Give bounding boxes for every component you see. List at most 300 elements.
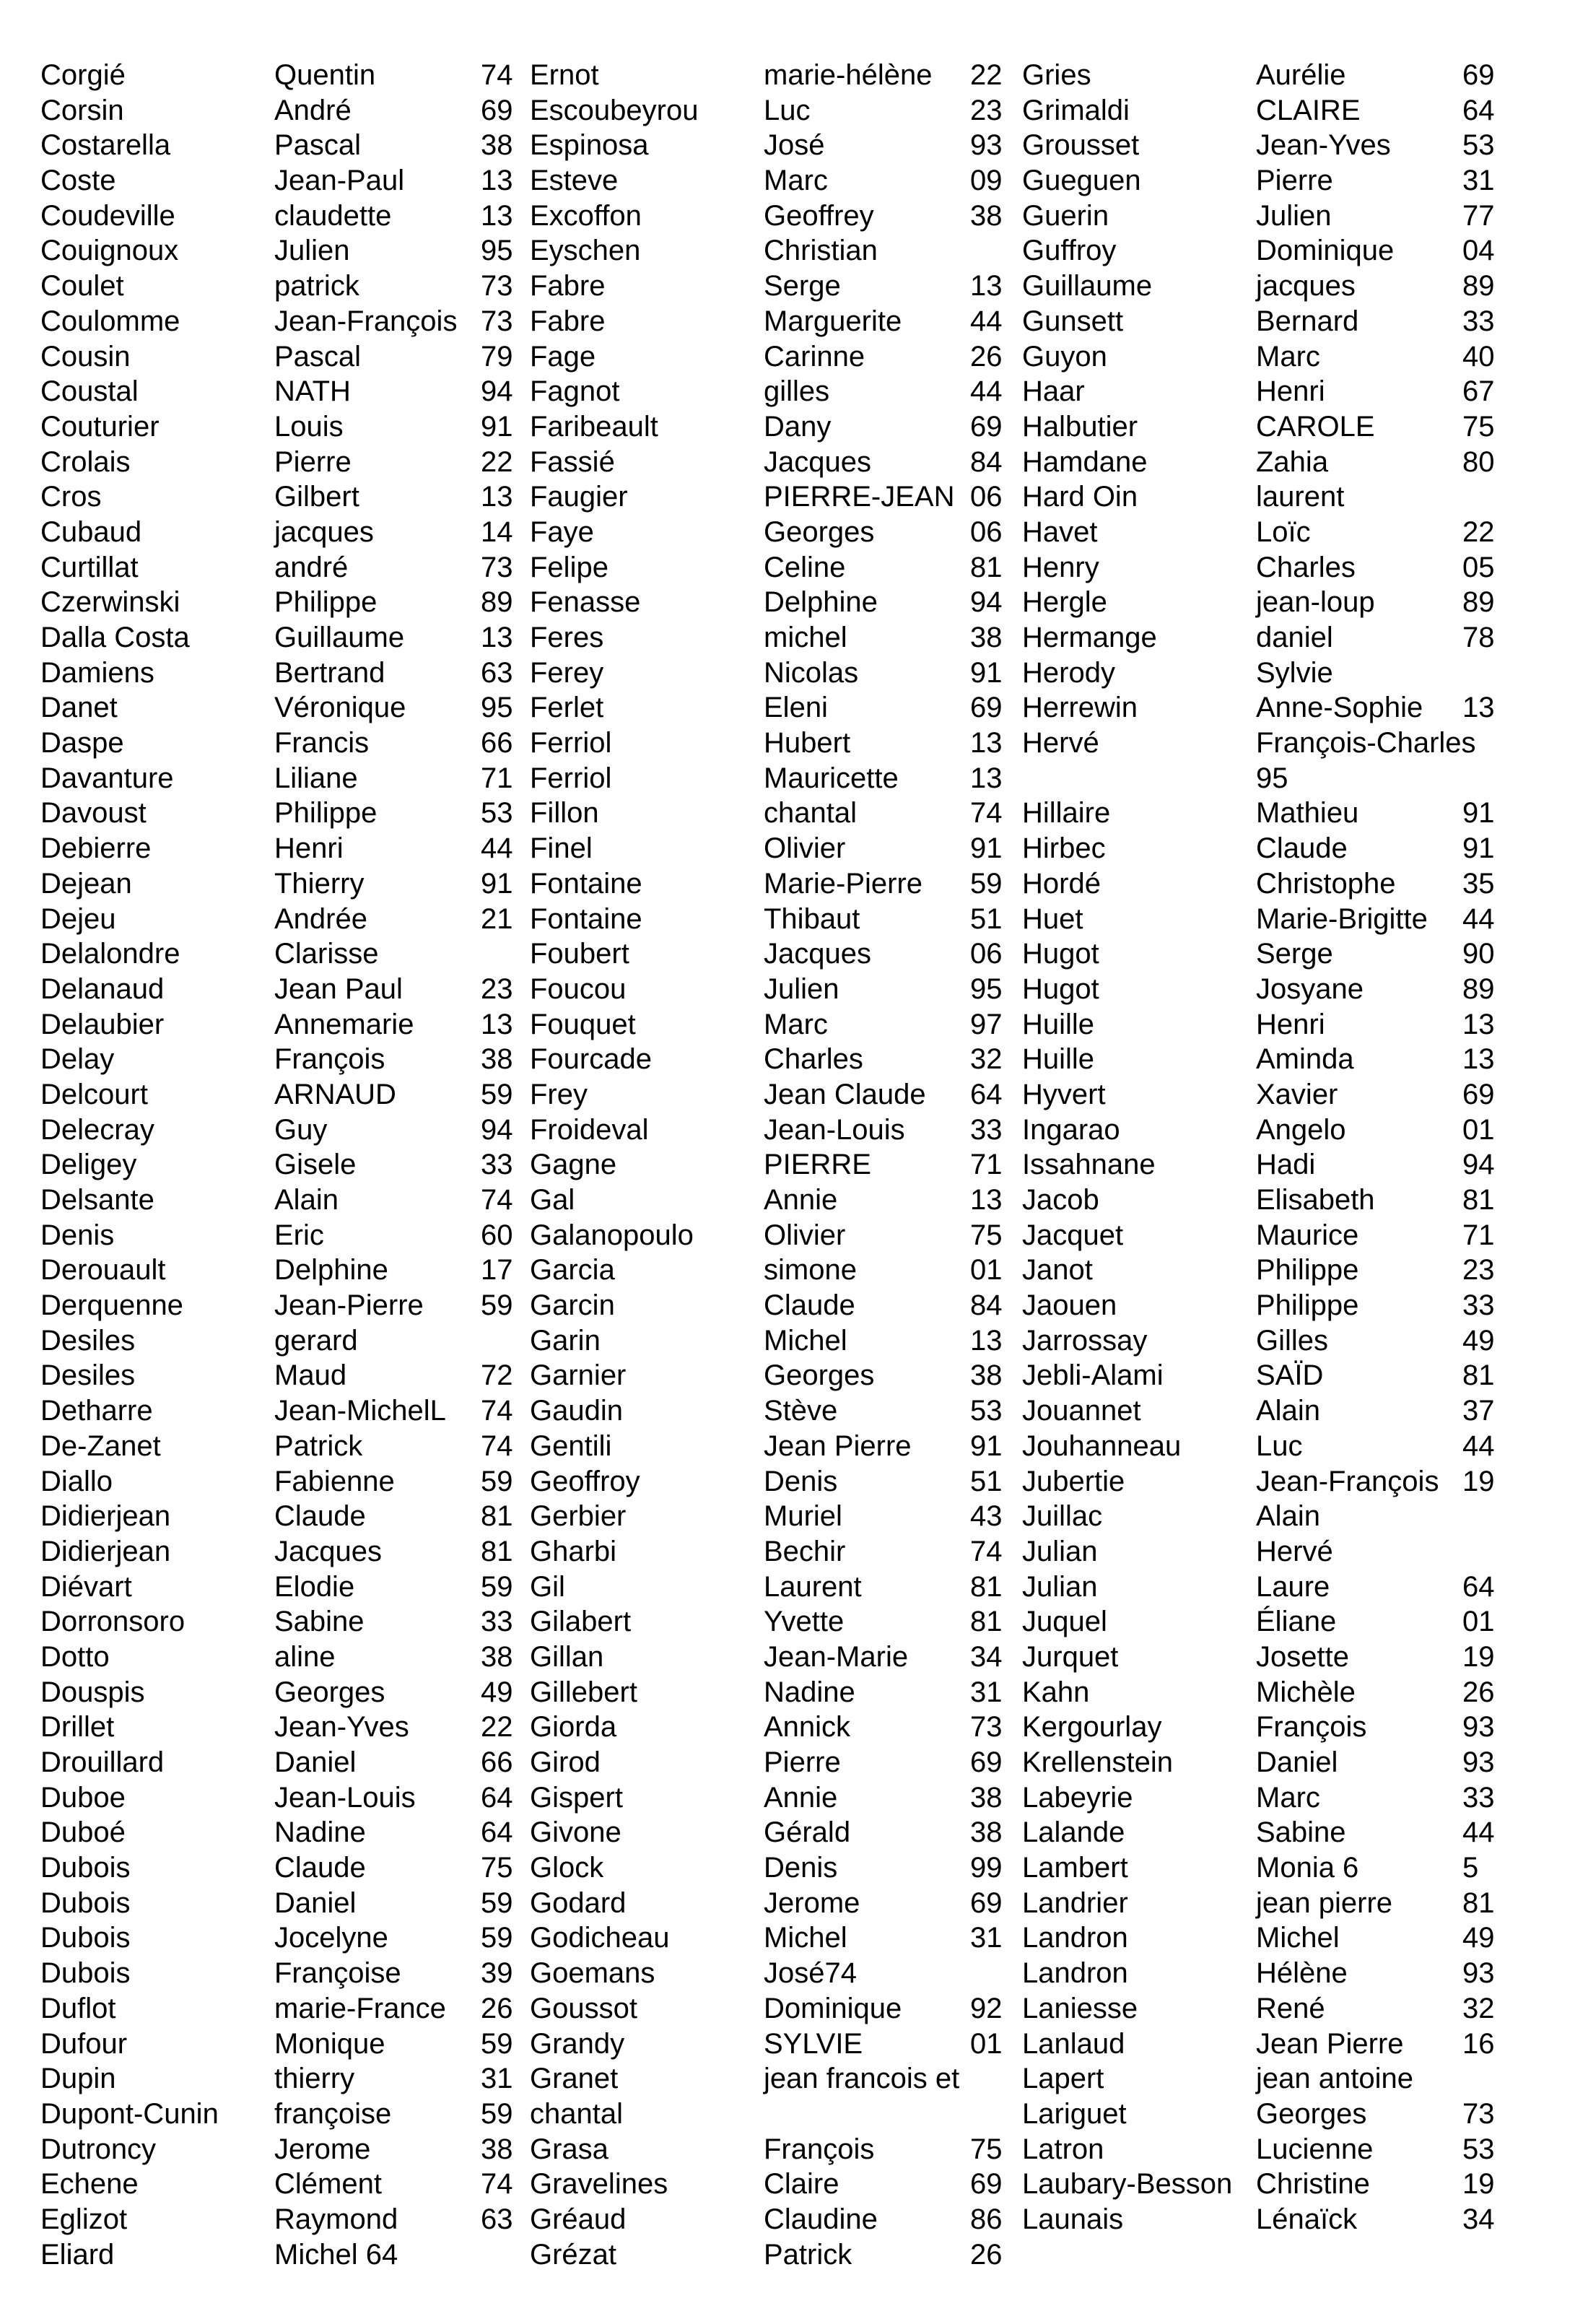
last-name: Dejeu bbox=[40, 902, 116, 935]
first-name: Gilles bbox=[1256, 1324, 1329, 1357]
department-code: 01 bbox=[970, 1254, 1003, 1287]
department-code: 69 bbox=[1462, 1078, 1495, 1110]
last-name: Fouquet bbox=[530, 1008, 636, 1040]
first-name: Marc bbox=[1256, 340, 1320, 373]
last-name: Duflot bbox=[40, 1992, 116, 2024]
first-name: Maud bbox=[274, 1359, 347, 1392]
last-name: Fabre bbox=[530, 270, 606, 303]
department-code: 69 bbox=[970, 692, 1003, 724]
last-name: Jacob bbox=[1022, 1184, 1099, 1217]
first-name: Gérald bbox=[764, 1816, 851, 1849]
last-name: Delay bbox=[40, 1043, 115, 1076]
department-code: 91 bbox=[481, 410, 513, 443]
first-name: Jean Pierre bbox=[1256, 2027, 1404, 2060]
first-name: Laure bbox=[1256, 1570, 1330, 1603]
department-code: 38 bbox=[970, 1781, 1003, 1814]
last-name: Debierre bbox=[40, 832, 152, 865]
last-name: Landron bbox=[1022, 1957, 1128, 1990]
first-name: Michel 64 bbox=[274, 2238, 398, 2271]
department-code: 38 bbox=[481, 1640, 513, 1673]
last-name: Ferriol bbox=[530, 762, 612, 794]
last-name: Lalande bbox=[1022, 1816, 1125, 1849]
department-code: 64 bbox=[481, 1781, 513, 1814]
department-code: 64 bbox=[1462, 1570, 1495, 1603]
department-code: 21 bbox=[481, 902, 513, 935]
department-code: 75 bbox=[1462, 410, 1495, 443]
last-name: Garcin bbox=[530, 1289, 615, 1322]
last-name: Jacquet bbox=[1022, 1219, 1124, 1251]
last-name: Huille bbox=[1022, 1008, 1095, 1040]
last-name: Dufour bbox=[40, 2027, 128, 2060]
last-name: Jebli-Alami bbox=[1022, 1359, 1164, 1392]
department-code: 51 bbox=[970, 902, 1003, 935]
first-name: Denis bbox=[764, 1852, 838, 1884]
last-name: Escoubeyrou bbox=[530, 94, 699, 126]
first-name: thierry bbox=[274, 2063, 355, 2095]
last-name: Landrier bbox=[1022, 1886, 1128, 1919]
department-code: 33 bbox=[970, 1113, 1003, 1146]
department-code: 44 bbox=[481, 832, 513, 865]
first-name: Laurent bbox=[764, 1570, 862, 1603]
last-name: Feres bbox=[530, 622, 604, 653]
last-name: Dubois bbox=[40, 1852, 131, 1884]
department-code: 75 bbox=[970, 1219, 1003, 1251]
first-name: daniel bbox=[1256, 622, 1333, 653]
department-code: 13 bbox=[970, 270, 1003, 303]
first-name: CLAIRE bbox=[1256, 94, 1361, 126]
last-name: Couignoux bbox=[40, 235, 179, 267]
first-name: Claude bbox=[764, 1289, 855, 1322]
first-name: Gisele bbox=[274, 1149, 357, 1181]
last-name: Desiles bbox=[40, 1359, 136, 1392]
last-name: Fassié bbox=[530, 445, 615, 478]
last-name: Delanaud bbox=[40, 972, 165, 1005]
last-name: Felipe bbox=[530, 551, 608, 583]
department-code: 06 bbox=[970, 481, 1003, 513]
first-name: Jerome bbox=[764, 1886, 860, 1919]
last-name: Esteve bbox=[530, 165, 619, 197]
last-name: Laniesse bbox=[1022, 1992, 1138, 2024]
department-code: 89 bbox=[1462, 270, 1495, 303]
last-name: Didierjean bbox=[40, 1535, 171, 1567]
first-name: Claudine bbox=[764, 2203, 878, 2235]
last-name: Ferey bbox=[530, 656, 604, 689]
department-code: 22 bbox=[481, 445, 513, 478]
first-name: Philippe bbox=[274, 797, 378, 830]
last-name: Gries bbox=[1022, 59, 1091, 91]
department-code: 13 bbox=[970, 727, 1003, 760]
first-name: Alain bbox=[274, 1184, 339, 1216]
first-name: Jacques bbox=[764, 445, 871, 478]
first-name: Anne-Sophie bbox=[1256, 692, 1423, 724]
last-name: Dejean bbox=[40, 867, 132, 900]
department-code: 90 bbox=[1462, 938, 1495, 970]
department-code: 73 bbox=[1462, 2097, 1495, 2130]
department-code: 34 bbox=[970, 1640, 1003, 1673]
last-name: Halbutier bbox=[1022, 410, 1138, 443]
last-name: Duboé bbox=[40, 1816, 126, 1849]
department-code: 69 bbox=[1462, 59, 1495, 91]
department-code: 63 bbox=[481, 656, 513, 689]
last-name: Jurquet bbox=[1022, 1640, 1119, 1673]
first-name: Nicolas bbox=[764, 656, 859, 689]
last-name: Danet bbox=[40, 692, 118, 724]
last-name: Delsante bbox=[40, 1184, 154, 1216]
last-name: Herody bbox=[1022, 656, 1115, 689]
last-name: Givone bbox=[530, 1816, 621, 1849]
department-code: 09 bbox=[970, 165, 1003, 197]
first-name: Celine bbox=[764, 551, 846, 583]
first-name: Andrée bbox=[274, 902, 367, 935]
first-name: Eleni bbox=[764, 692, 828, 724]
last-name: Hyvert bbox=[1022, 1078, 1106, 1110]
department-code: 69 bbox=[970, 2168, 1003, 2201]
first-name: Sabine bbox=[274, 1606, 365, 1638]
department-code: 13 bbox=[481, 622, 513, 653]
department-code: 13 bbox=[481, 199, 513, 232]
first-name: Pierre bbox=[764, 1746, 841, 1778]
first-name: Dany bbox=[764, 410, 832, 443]
last-name: Dubois bbox=[40, 1957, 131, 1990]
department-code: 94 bbox=[481, 375, 513, 408]
department-code: 33 bbox=[1462, 1781, 1495, 1814]
last-name: Faugier bbox=[530, 481, 628, 513]
first-name: Olivier bbox=[764, 832, 846, 865]
first-name: Jean-Yves bbox=[1256, 129, 1391, 162]
department-code: 13 bbox=[1462, 1008, 1495, 1040]
first-name: Jean Paul bbox=[274, 972, 403, 1005]
first-name: andré bbox=[274, 551, 349, 583]
last-name: Delalondre bbox=[40, 938, 180, 970]
first-name: Georges bbox=[764, 1359, 875, 1392]
first-name: Maurice bbox=[1256, 1219, 1359, 1251]
last-name: Gréaud bbox=[530, 2203, 627, 2235]
last-name: Davanture bbox=[40, 762, 174, 794]
first-name: Monique bbox=[274, 2027, 385, 2060]
department-code: 99 bbox=[970, 1852, 1003, 1884]
last-name: Gueguen bbox=[1022, 165, 1141, 197]
department-code: 64 bbox=[481, 1816, 513, 1849]
first-name: José bbox=[764, 129, 825, 162]
department-code: 17 bbox=[481, 1254, 513, 1287]
last-name: Costarella bbox=[40, 129, 171, 162]
first-name: Pierre bbox=[1256, 165, 1333, 197]
first-name: michel bbox=[764, 622, 847, 653]
last-name: Lapert bbox=[1022, 2063, 1104, 2095]
first-name: Hélène bbox=[1256, 1957, 1348, 1990]
last-name: Cousin bbox=[40, 340, 131, 373]
first-name: Mathieu bbox=[1256, 797, 1359, 830]
last-name: Drouillard bbox=[40, 1746, 165, 1778]
department-code: 67 bbox=[1462, 375, 1495, 408]
first-name: Stève bbox=[764, 1395, 838, 1427]
first-name: gerard bbox=[274, 1324, 358, 1357]
last-name: Espinosa bbox=[530, 129, 649, 162]
department-code: 59 bbox=[970, 867, 1003, 900]
department-code: 71 bbox=[1462, 1219, 1495, 1251]
first-name: Henri bbox=[274, 832, 344, 865]
department-code: 53 bbox=[481, 797, 513, 830]
first-name: jean antoine bbox=[1256, 2063, 1413, 2095]
department-code: 80 bbox=[1462, 445, 1495, 478]
first-name: Thibaut bbox=[764, 902, 860, 935]
department-code: 31 bbox=[970, 1922, 1003, 1954]
last-name: Dutroncy bbox=[40, 2133, 157, 2165]
department-code: 19 bbox=[1462, 2168, 1495, 2201]
department-code: 43 bbox=[970, 1500, 1003, 1533]
first-name: Luc bbox=[1256, 1429, 1303, 1462]
department-code: 44 bbox=[970, 375, 1003, 408]
first-name: Elisabeth bbox=[1256, 1184, 1375, 1217]
last-name: Grézat bbox=[530, 2238, 617, 2271]
last-name: Derouault bbox=[40, 1254, 166, 1287]
department-code: 13 bbox=[1462, 692, 1495, 724]
department-code: 59 bbox=[481, 1570, 513, 1603]
department-code: 84 bbox=[970, 445, 1003, 478]
department-code: 69 bbox=[970, 1886, 1003, 1919]
first-name: Aminda bbox=[1256, 1043, 1354, 1076]
first-name: Yvette bbox=[764, 1606, 845, 1638]
first-name: Patrick bbox=[764, 2238, 852, 2271]
last-name: Diévart bbox=[40, 1570, 132, 1603]
department-code: 13 bbox=[970, 762, 1003, 794]
last-name: Gagne bbox=[530, 1149, 617, 1181]
last-name: Guerin bbox=[1022, 199, 1109, 232]
first-name: jacques bbox=[1256, 270, 1356, 303]
department-code: 51 bbox=[970, 1465, 1003, 1497]
department-code: 34 bbox=[1462, 2203, 1495, 2235]
department-code: 81 bbox=[1462, 1359, 1495, 1392]
first-name: Thierry bbox=[274, 867, 365, 900]
department-code: 13 bbox=[481, 481, 513, 513]
first-name: François bbox=[1256, 1711, 1367, 1744]
last-name: Eglizot bbox=[40, 2203, 128, 2235]
first-name: Christine bbox=[1256, 2168, 1370, 2201]
first-name: François bbox=[764, 2133, 875, 2165]
first-name: Raymond bbox=[274, 2203, 398, 2235]
last-name: Coulet bbox=[40, 270, 124, 303]
last-name: Gilabert bbox=[530, 1606, 632, 1638]
first-name: Gilbert bbox=[274, 481, 359, 513]
last-name: Detharre bbox=[40, 1395, 153, 1427]
department-code: 33 bbox=[481, 1606, 513, 1638]
department-code: 38 bbox=[481, 2133, 513, 2165]
first-name: Bertrand bbox=[274, 656, 385, 689]
last-name: Havet bbox=[1022, 515, 1098, 548]
department-code: 79 bbox=[481, 340, 513, 373]
department-code: 44 bbox=[1462, 902, 1495, 935]
department-code: 81 bbox=[481, 1535, 513, 1567]
department-code: 38 bbox=[970, 199, 1003, 232]
first-name: PIERRE bbox=[764, 1149, 871, 1181]
last-name: Duboe bbox=[40, 1781, 126, 1814]
department-code: 81 bbox=[970, 1606, 1003, 1638]
last-name: Davoust bbox=[40, 797, 147, 830]
last-name: Foucou bbox=[530, 972, 627, 1005]
department-code: 01 bbox=[970, 2027, 1003, 2060]
last-name: Grasa bbox=[530, 2133, 608, 2165]
first-name: Delphine bbox=[764, 586, 878, 619]
department-code: 22 bbox=[970, 59, 1003, 91]
first-name: Michèle bbox=[1256, 1676, 1356, 1708]
first-name: Olivier bbox=[764, 1219, 846, 1251]
first-name: Denis bbox=[764, 1465, 838, 1497]
last-name: Hermange bbox=[1022, 622, 1157, 653]
last-name: Gillebert bbox=[530, 1676, 637, 1708]
last-name: Julian bbox=[1022, 1570, 1098, 1603]
last-name: Cubaud bbox=[40, 515, 142, 548]
first-name: Christian bbox=[764, 235, 878, 267]
first-name: François-Charles 95 bbox=[1256, 727, 1476, 794]
first-name: Jean-Marie bbox=[764, 1640, 909, 1673]
first-name: Michel bbox=[1256, 1922, 1340, 1954]
first-name: Loïc bbox=[1256, 515, 1311, 548]
first-name: Geoffrey bbox=[764, 199, 874, 232]
first-name: Monia 6 bbox=[1256, 1852, 1359, 1884]
department-code: 26 bbox=[970, 2238, 1003, 2271]
department-code: 38 bbox=[970, 1359, 1003, 1392]
last-name: Jouannet bbox=[1022, 1395, 1141, 1427]
first-name: Lénaïck bbox=[1256, 2203, 1358, 2235]
department-code: 16 bbox=[1462, 2027, 1495, 2060]
department-code: 81 bbox=[970, 1570, 1003, 1603]
last-name: Curtillat bbox=[40, 551, 139, 583]
first-name: Nadine bbox=[764, 1676, 855, 1708]
last-name: Juquel bbox=[1022, 1606, 1107, 1638]
first-name: Georges bbox=[764, 515, 875, 548]
department-code: 44 bbox=[1462, 1816, 1495, 1849]
department-code: 81 bbox=[481, 1500, 513, 1533]
department-code: 69 bbox=[970, 1746, 1003, 1778]
first-name: Serge bbox=[1256, 938, 1333, 970]
last-name: Denis bbox=[40, 1219, 115, 1251]
first-name: claudette bbox=[274, 199, 392, 232]
department-code: 37 bbox=[1462, 1395, 1495, 1427]
department-code: 74 bbox=[481, 1184, 513, 1216]
last-name: Jaouen bbox=[1022, 1289, 1117, 1322]
department-code: 73 bbox=[481, 270, 513, 303]
department-code: 19 bbox=[1462, 1465, 1495, 1497]
last-name: Juillac bbox=[1022, 1500, 1103, 1533]
first-name: Mauricette bbox=[764, 762, 899, 794]
department-code: 74 bbox=[481, 59, 513, 91]
first-name: Jean-Paul bbox=[274, 165, 405, 197]
first-name: Louis bbox=[274, 410, 344, 443]
department-code: 14 bbox=[481, 515, 513, 548]
department-code: 71 bbox=[481, 762, 513, 794]
last-name: Hamdane bbox=[1022, 445, 1148, 478]
department-code: 63 bbox=[481, 2203, 513, 2235]
department-code: 75 bbox=[481, 1852, 513, 1884]
first-name: Clarisse bbox=[274, 938, 379, 970]
department-code: 91 bbox=[970, 1429, 1003, 1462]
department-code: 91 bbox=[970, 656, 1003, 689]
first-name: Quentin bbox=[274, 59, 376, 91]
department-code: 05 bbox=[1462, 551, 1495, 583]
first-name: Christophe bbox=[1256, 867, 1396, 900]
first-name: PIERRE-JEAN bbox=[764, 481, 955, 513]
last-name: Girod bbox=[530, 1746, 601, 1778]
department-code: 26 bbox=[481, 1992, 513, 2024]
department-code: 69 bbox=[481, 94, 513, 126]
department-code: 44 bbox=[1462, 1429, 1495, 1462]
last-name: Ferriol bbox=[530, 727, 612, 760]
last-name: Landron bbox=[1022, 1922, 1128, 1954]
first-name: jean pierre bbox=[1256, 1886, 1393, 1919]
first-name: Eric bbox=[274, 1219, 324, 1251]
first-name: Julien bbox=[1256, 199, 1332, 232]
last-name: Ernot bbox=[530, 59, 599, 91]
department-code: 64 bbox=[970, 1078, 1003, 1110]
first-name: Jacques bbox=[764, 938, 871, 970]
department-code: 94 bbox=[481, 1113, 513, 1146]
department-code: 94 bbox=[1462, 1149, 1495, 1181]
first-name: Charles bbox=[764, 1043, 863, 1076]
first-name: Philippe bbox=[1256, 1254, 1359, 1287]
last-name: Cros bbox=[40, 481, 102, 513]
department-code: 33 bbox=[481, 1149, 513, 1181]
first-name: jean francois et bbox=[764, 2063, 960, 2095]
first-name: Alain bbox=[1256, 1500, 1320, 1533]
first-name: Henri bbox=[1256, 375, 1325, 408]
last-name: Issahnane bbox=[1022, 1149, 1156, 1181]
last-name: Coste bbox=[40, 165, 116, 197]
last-name: Hillaire bbox=[1022, 797, 1111, 830]
first-name: SAÏD bbox=[1256, 1359, 1324, 1392]
last-name: Lanlaud bbox=[1022, 2027, 1125, 2060]
department-code: 59 bbox=[481, 1465, 513, 1497]
department-code: 93 bbox=[1462, 1746, 1495, 1779]
last-name: Gunsett bbox=[1022, 305, 1124, 337]
last-name: Godicheau bbox=[530, 1922, 670, 1954]
last-name: Gerbier bbox=[530, 1500, 627, 1533]
department-code: 93 bbox=[1462, 1711, 1495, 1744]
first-name: chantal bbox=[764, 797, 857, 830]
department-code: 60 bbox=[481, 1219, 513, 1251]
department-code: 66 bbox=[481, 727, 513, 760]
department-code: 91 bbox=[1462, 797, 1495, 830]
last-name: Huille bbox=[1022, 1043, 1095, 1076]
last-name: Delaubier bbox=[40, 1008, 165, 1040]
department-code: 53 bbox=[970, 1395, 1003, 1427]
first-name: Xavier bbox=[1256, 1078, 1338, 1110]
department-code: 73 bbox=[970, 1711, 1003, 1744]
department-code: 73 bbox=[481, 551, 513, 583]
last-name: Gentili bbox=[530, 1429, 612, 1462]
first-name: Georges bbox=[1256, 2097, 1367, 2130]
department-code: 84 bbox=[970, 1289, 1003, 1322]
department-code: 01 bbox=[1462, 1606, 1495, 1638]
last-name: Garin bbox=[530, 1324, 601, 1357]
last-name: Daspe bbox=[40, 727, 124, 760]
last-name: Dubois bbox=[40, 1922, 131, 1954]
department-code: 91 bbox=[481, 867, 513, 900]
department-code: 81 bbox=[1462, 1184, 1495, 1217]
first-name: aline bbox=[274, 1640, 336, 1673]
first-name: Annemarie bbox=[274, 1008, 414, 1040]
department-code: 23 bbox=[970, 94, 1003, 126]
department-code: 53 bbox=[1462, 129, 1495, 162]
department-code: 71 bbox=[970, 1149, 1003, 1181]
first-name: René bbox=[1256, 1992, 1325, 2024]
first-name: Hadi bbox=[1256, 1149, 1316, 1181]
last-name: Hugot bbox=[1022, 972, 1099, 1005]
last-name: Coulomme bbox=[40, 305, 180, 337]
first-name: Daniel bbox=[274, 1886, 357, 1919]
department-code: 32 bbox=[1462, 1992, 1495, 2024]
last-name: Foubert bbox=[530, 938, 629, 970]
last-name: Jubertie bbox=[1022, 1465, 1125, 1497]
